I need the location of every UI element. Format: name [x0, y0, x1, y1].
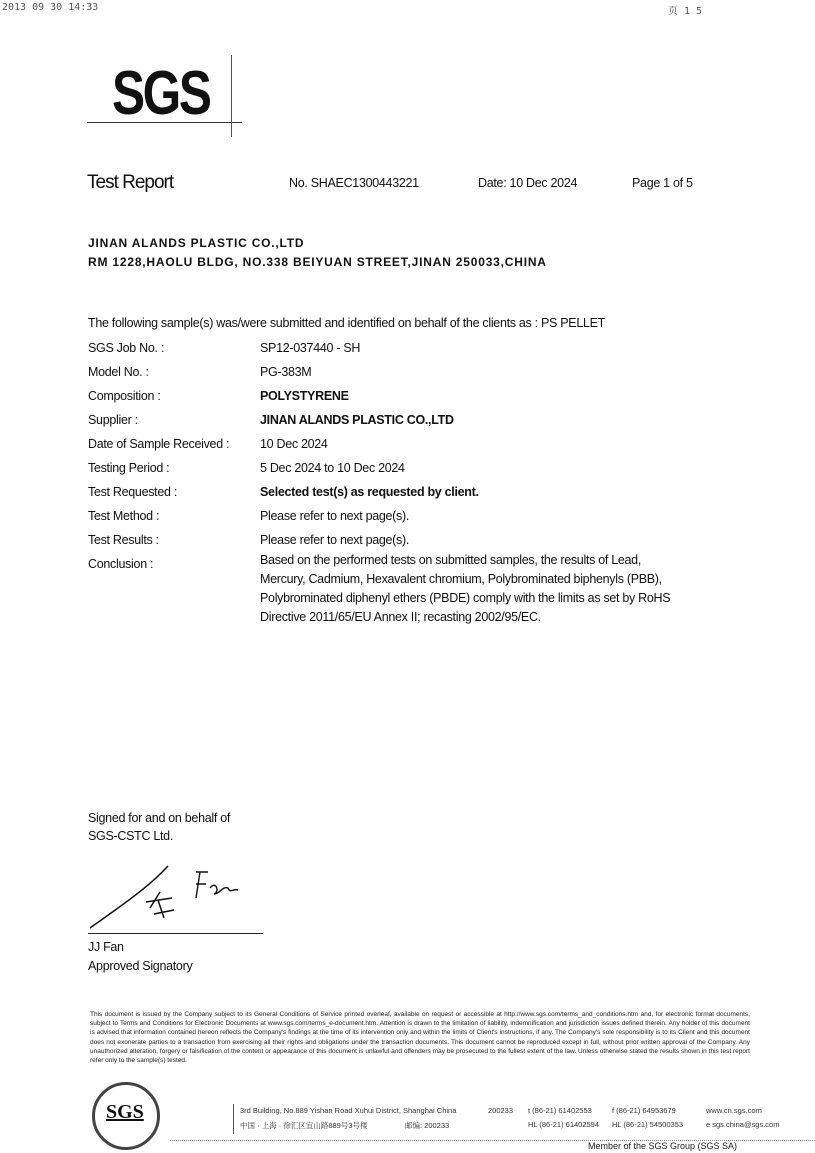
field-value: Please refer to next page(s). [260, 509, 410, 523]
field-value: Selected test(s) as requested by client. [260, 485, 479, 499]
field-value: JINAN ALANDS PLASTIC CO.,LTD [260, 413, 454, 427]
report-title: Test Report [87, 172, 174, 193]
footer-address-en: 3rd Building, No.889 Yishan Road Xuhui District, Shanghai China [240, 1106, 457, 1115]
sgs-seal-stamp: SGS [92, 1082, 160, 1150]
field-label: SGS Job No. : [88, 341, 164, 355]
field-label: Test Requested : [88, 485, 178, 499]
signatory-name: JJ Fan [88, 940, 124, 954]
footer-tel: t (86-21) 61402553 [528, 1106, 592, 1115]
footer-tel-2: HL (86-21) 61402594 [528, 1120, 600, 1129]
client-address: RM 1228,HAOLU BLDG, NO.338 BEIYUAN STREET,JINAN 250033,CHINA [88, 255, 547, 269]
legal-disclaimer: This document is issued by the Company subject to its General Conditions of Service printed overleaf, available on request or accessible at http://www.sgs.com/terms_and_conditions.htm and, for electronic format documents, subject to Terms and Conditions for Electronic Documents at www.sgs.com/terms_e-document.htm. Attention is drawn to the limitation of liability, indemnification and jurisdiction issues defined therein. Any holder of this document is advised that information contained hereon reflects the Company's findings at the time of its intervention only and within the limits of Client's instructions, if any. The Company's sole responsibility is to its Client and this document does not exonerate parties to a transaction from exercising all their rights and obligations under the transaction documents. This document cannot be reproduced except in full, without prior written approval of the Company. Any unauthorized alteration, forgery or falsification of the content or appearance of this document is unlawful and offenders may be prosecuted to the fullest extent of the law. Unless otherwise stated the results shown in this test report refer only to the sample(s) tested. [90, 1011, 750, 1065]
handwritten-signature [88, 858, 258, 933]
fax-page-mark: 页 1 5 [668, 6, 703, 17]
field-label: Supplier : [88, 413, 138, 427]
client-name: JINAN ALANDS PLASTIC CO.,LTD [88, 236, 305, 250]
field-value: PG-383M [260, 365, 312, 379]
sgs-logo: SGS [112, 59, 210, 128]
field-label: Date of Sample Received : [88, 437, 230, 451]
signatory-title: Approved Signatory [88, 959, 193, 973]
footer-postcode-cn: 邮编: 200233 [405, 1121, 450, 1130]
sample-intro: The following sample(s) was/were submitted and identified on behalf of the clients as : PS PELLET [88, 316, 606, 330]
footer-email[interactable]: e sgs.china@sgs.com [706, 1120, 780, 1129]
field-value: 10 Dec 2024 [260, 437, 328, 451]
logo-divider [231, 55, 232, 137]
report-number: No. SHAEC1300443221 [289, 176, 419, 190]
field-label: Test Method : [88, 509, 160, 523]
footer-fax: f (86-21) 64953679 [612, 1106, 676, 1115]
field-label: Conclusion : [88, 557, 154, 571]
field-label: Composition : [88, 389, 161, 403]
field-label: Model No. : [88, 365, 149, 379]
logo-underline [87, 122, 242, 123]
conclusion-text: Based on the performed tests on submitted samples, the results of Lead, Mercury, Cadmium, Hexavalent chromium, Polybrominated biphenyls (PBB), Polybrominated diphenyl ethers (PBDE) comply with the limits as set by RoHS Directive 2011/65/EU Annex II; recasting 2002/95/EC. [260, 553, 671, 624]
footer-fax-2: HL (86-21) 54500353 [612, 1120, 684, 1129]
footer-divider [233, 1104, 234, 1134]
footer-website[interactable]: www.cn.sgs.com [706, 1106, 762, 1115]
field-label: Testing Period : [88, 461, 170, 475]
signed-company: SGS-CSTC Ltd. [88, 829, 174, 843]
field-value: POLYSTYRENE [260, 389, 349, 403]
fax-timestamp: 2013 09 30 14:33 [2, 2, 99, 13]
sgs-member-note: Member of the SGS Group (SGS SA) [588, 1141, 738, 1151]
signature-line [88, 933, 263, 934]
report-page: Page 1 of 5 [632, 176, 693, 190]
field-value: SP12-037440 - SH [260, 341, 361, 355]
footer-postcode-en: 200233 [488, 1106, 514, 1115]
field-value: Please refer to next page(s). [260, 533, 410, 547]
footer-address-cn: 中国 · 上海 · 徐汇区宜山路889号3号楼 [240, 1121, 368, 1130]
field-label: Test Results : [88, 533, 159, 547]
report-date: Date: 10 Dec 2024 [478, 176, 578, 190]
field-value: 5 Dec 2024 to 10 Dec 2024 [260, 461, 405, 475]
signed-for-line: Signed for and on behalf of [88, 811, 231, 825]
